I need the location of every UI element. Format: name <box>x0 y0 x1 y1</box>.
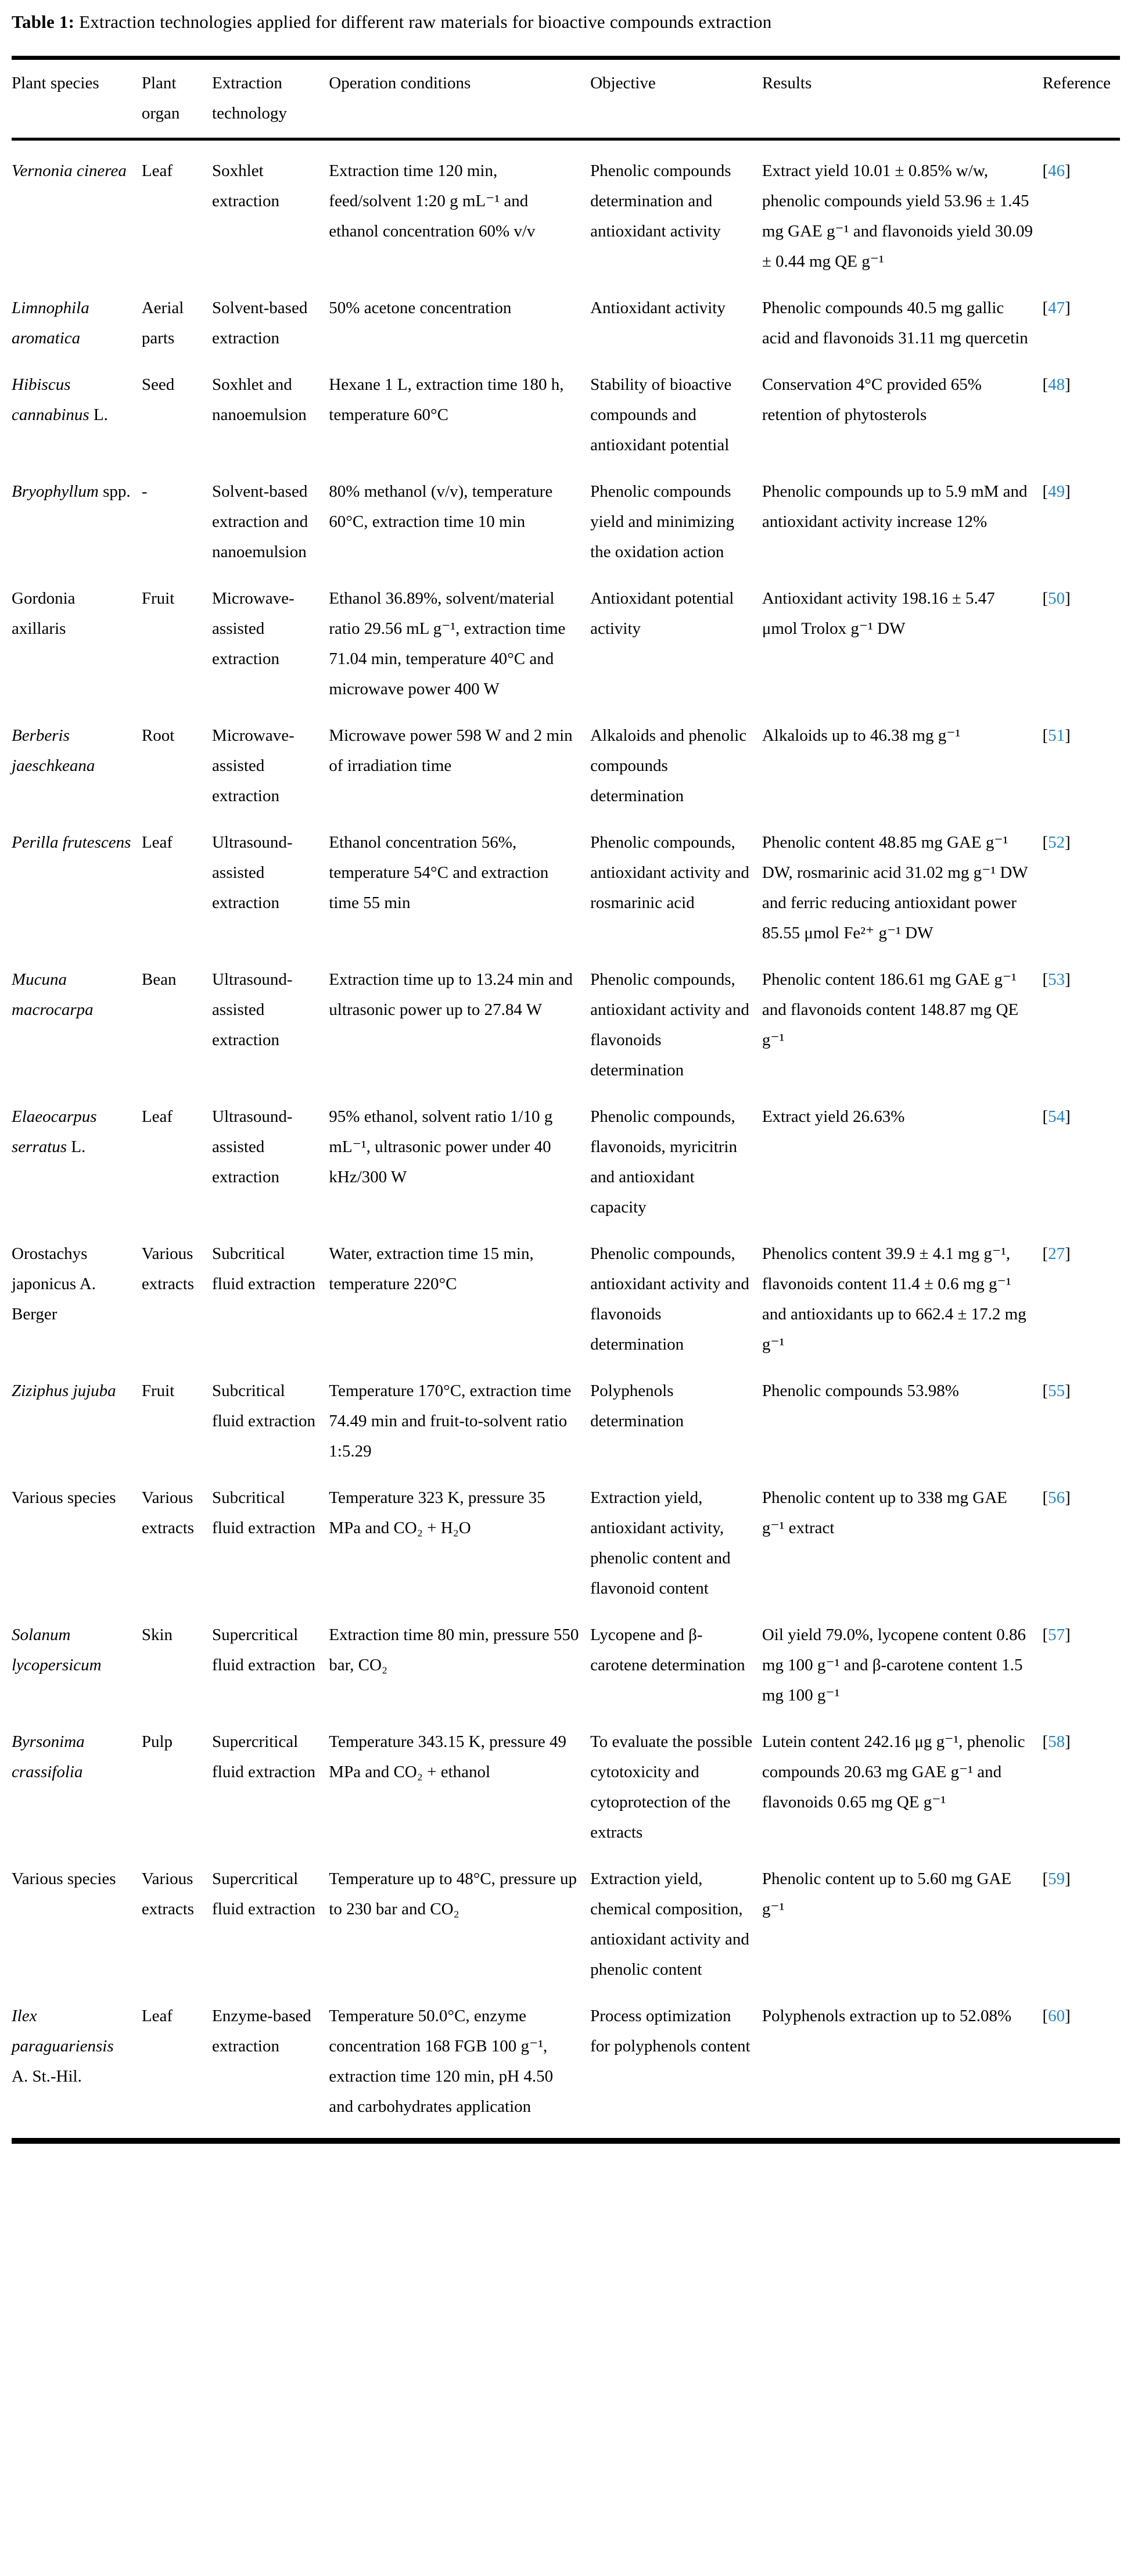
ref-bracket-close: ] <box>1065 162 1071 180</box>
ref-bracket-close: ] <box>1065 1732 1071 1751</box>
cell-plant-organ: Fruit <box>141 589 175 608</box>
cell-reference <box>1042 964 1120 1102</box>
cell-operation-conditions: Ethanol concentration 56%, temperature 54°C and extraction time 55 min <box>329 833 549 912</box>
cell-objective: Polyphenols determination <box>590 1382 684 1430</box>
cell-extraction-technology: Subcritical fluid extraction <box>212 1488 315 1537</box>
cell-operation-conditions: 80% methanol (v/v), temperature 60°C, extraction time 10 min <box>329 482 553 531</box>
cell-extraction-technology: Enzyme-based extraction <box>212 2007 311 2055</box>
reference-citation-link[interactable]: 55 <box>1048 1382 1065 1400</box>
reference-citation-link[interactable]: 50 <box>1048 589 1065 608</box>
cell-operation-conditions: 95% ethanol, solvent ratio 1/10 g mL⁻¹, ultrasonic power under 40 kHz/300 W <box>329 1107 553 1186</box>
cell-results: Extract yield 10.01 ± 0.85% w/w, phenolic compounds yield 53.96 ± 1.45 mg GAE g⁻¹ and flavonoids yield 30.09 ± 0.44 mg QE g⁻¹ <box>762 162 1033 271</box>
cell-reference <box>1042 720 1120 827</box>
cell-results: Conservation 4°C provided 65% retention of phytosterols <box>762 375 982 424</box>
cell-reference <box>1042 1727 1120 1864</box>
cell-plant-organ: - <box>141 482 148 501</box>
species-name-roman: L. <box>93 406 108 424</box>
species-name-italic: Vernonia cinerea <box>12 162 127 180</box>
cell-operation-conditions: Hexane 1 L, extraction time 180 h, temperature 60°C <box>329 375 564 424</box>
cell-objective: To evaluate the possible cytotoxicity and cytoprotection of the extracts <box>590 1732 753 1842</box>
table-row <box>12 369 1120 476</box>
ref-bracket-open: [ <box>1042 1382 1049 1400</box>
cell-objective: Phenolic compounds, antioxidant activity and flavonoids determination <box>590 1244 749 1354</box>
column-header-extraction-technology: Extraction technology <box>212 74 287 123</box>
cell-extraction-technology: Subcritical fluid extraction <box>212 1244 315 1293</box>
cell-objective: Extraction yield, antioxidant activity, phenolic content and flavonoid content <box>590 1488 731 1598</box>
cell-objective: Extraction yield, chemical composition, antioxidant activity and phenolic content <box>590 1870 749 1979</box>
cell-reference <box>1042 369 1120 476</box>
reference-citation-link[interactable]: 53 <box>1048 970 1065 989</box>
table-row <box>12 1864 1120 2001</box>
cell-objective: Phenolic compounds determination and antioxidant activity <box>590 162 731 241</box>
reference-citation-link[interactable]: 49 <box>1048 482 1065 501</box>
cell-plant-organ: Leaf <box>141 2007 173 2025</box>
cell-results: Phenolic compounds 40.5 mg gallic acid and flavonoids 31.11 mg quercetin <box>762 299 1028 347</box>
table-body <box>12 139 1120 2141</box>
cell-operation-conditions: 50% acetone concentration <box>329 299 512 317</box>
reference-citation-link[interactable]: 47 <box>1048 299 1065 317</box>
ref-bracket-open: [ <box>1042 1107 1049 1126</box>
cell-objective: Lycopene and β-carotene determination <box>590 1626 745 1674</box>
cell-reference <box>1042 827 1120 964</box>
cell-plant-organ: Skin <box>141 1626 173 1644</box>
cell-plant-organ: Pulp <box>141 1732 173 1751</box>
column-header-operation-conditions: Operation conditions <box>329 74 471 92</box>
cell-extraction-technology: Supercritical fluid extraction <box>212 1732 315 1781</box>
cell-objective: Phenolic compounds, antioxidant activity and rosmarinic acid <box>590 833 749 912</box>
column-header-results: Results <box>762 74 812 92</box>
reference-citation-link[interactable]: 46 <box>1048 162 1065 180</box>
species-name-italic: Ziziphus jujuba <box>12 1382 116 1400</box>
cell-plant-species <box>12 2001 142 2141</box>
ref-bracket-close: ] <box>1065 1382 1071 1400</box>
cell-plant-organ: Leaf <box>141 1107 173 1126</box>
reference-citation-link[interactable]: 54 <box>1048 1107 1065 1126</box>
cell-operation-conditions: Temperature 323 K, pressure 35 MPa and CO₂ + H₂O <box>329 1488 545 1537</box>
column-header-plant-organ: Plant organ <box>141 74 180 123</box>
ref-bracket-close: ] <box>1065 1244 1071 1263</box>
ref-bracket-open: [ <box>1042 1732 1049 1751</box>
ref-bracket-close: ] <box>1065 1626 1071 1644</box>
ref-bracket-close: ] <box>1065 726 1071 745</box>
cell-plant-organ: Various extracts <box>141 1870 195 1918</box>
cell-plant-species <box>12 1239 142 1376</box>
cell-reference <box>1042 1239 1120 1376</box>
table-row <box>12 139 1120 293</box>
table-row <box>12 583 1120 720</box>
cell-operation-conditions: Extraction time 80 min, pressure 550 bar, CO₂ <box>329 1626 579 1674</box>
table-row <box>12 964 1120 1102</box>
species-name-roman: Various species <box>12 1870 116 1888</box>
cell-reference <box>1042 1376 1120 1483</box>
column-header-reference: Reference <box>1042 74 1111 92</box>
cell-operation-conditions: Temperature 343.15 K, pressure 49 MPa and CO₂ + ethanol <box>329 1732 566 1781</box>
species-name-italic: Solanum lycopersicum <box>12 1626 102 1674</box>
cell-objective: Phenolic compounds yield and minimizing the oxidation action <box>590 482 735 561</box>
cell-results: Phenolic content up to 338 mg GAE g⁻¹ extract <box>762 1488 1007 1537</box>
species-name-roman: spp. <box>103 482 131 501</box>
species-name-roman: A. St.-Hil. <box>12 2067 82 2086</box>
species-name-italic: Ilex paraguariensis <box>12 2007 114 2055</box>
table-caption <box>0 6 1131 56</box>
cell-plant-species <box>12 1102 142 1239</box>
ref-bracket-open: [ <box>1042 589 1049 608</box>
table-row <box>12 1727 1120 1864</box>
cell-reference <box>1042 476 1120 583</box>
cell-plant-species <box>12 1376 142 1483</box>
cell-plant-species <box>12 1483 142 1620</box>
cell-results: Phenolic content up to 5.60 mg GAE g⁻¹ <box>762 1870 1012 1918</box>
table-caption-label: Table 1: <box>12 12 75 32</box>
cell-results: Polyphenols extraction up to 52.08% <box>762 2007 1012 2025</box>
ref-bracket-close: ] <box>1065 1107 1071 1126</box>
ref-bracket-close: ] <box>1065 589 1071 608</box>
species-name-italic: Perilla frutescens <box>12 833 131 852</box>
cell-plant-species <box>12 1620 142 1727</box>
cell-plant-species <box>12 720 142 827</box>
ref-bracket-open: [ <box>1042 970 1049 989</box>
cell-extraction-technology: Microwave-assisted extraction <box>212 589 295 668</box>
species-name-italic: Byrsonima crassifolia <box>12 1732 85 1781</box>
ref-bracket-open: [ <box>1042 299 1049 317</box>
ref-bracket-open: [ <box>1042 1626 1049 1644</box>
cell-plant-species <box>12 139 142 293</box>
species-name-roman: Various species <box>12 1488 116 1507</box>
reference-citation-link[interactable]: 58 <box>1048 1732 1065 1751</box>
ref-bracket-close: ] <box>1065 2007 1071 2025</box>
cell-reference <box>1042 1620 1120 1727</box>
table-row <box>12 827 1120 964</box>
table-row <box>12 1483 1120 1620</box>
ref-bracket-open: [ <box>1042 2007 1049 2025</box>
table-caption-text: Extraction technologies applied for different raw materials for bioactive compounds extraction <box>79 12 772 32</box>
cell-results: Oil yield 79.0%, lycopene content 0.86 mg 100 g⁻¹ and β-carotene content 1.5 mg 100 g⁻¹ <box>762 1626 1026 1705</box>
cell-results: Phenolic compounds up to 5.9 mM and antioxidant activity increase 12% <box>762 482 1028 531</box>
cell-extraction-technology: Ultrasound-assisted extraction <box>212 1107 293 1186</box>
species-name-italic: Elaeocarpus serratus <box>12 1107 97 1156</box>
cell-reference <box>1042 139 1120 293</box>
table-row <box>12 2001 1120 2141</box>
table-row <box>12 720 1120 827</box>
table-row <box>12 1239 1120 1376</box>
table-row <box>12 1376 1120 1483</box>
table-row <box>12 1620 1120 1727</box>
ref-bracket-close: ] <box>1065 970 1071 989</box>
cell-extraction-technology: Solvent-based extraction <box>212 299 308 347</box>
ref-bracket-close: ] <box>1065 833 1071 852</box>
ref-bracket-close: ] <box>1065 375 1071 394</box>
cell-plant-species <box>12 476 142 583</box>
extraction-technologies-table <box>12 56 1120 2144</box>
cell-extraction-technology: Ultrasound-assisted extraction <box>212 833 293 912</box>
species-name-italic: Bryophyllum <box>12 482 99 501</box>
cell-reference <box>1042 583 1120 720</box>
cell-plant-organ: Aerial parts <box>141 299 184 347</box>
table-header-row <box>12 58 1120 139</box>
cell-objective: Phenolic compounds, antioxidant activity and flavonoids determination <box>590 970 749 1079</box>
cell-operation-conditions: Ethanol 36.89%, solvent/material ratio 29.56 mL g⁻¹, extraction time 71.04 min, temperature 40°C and microwave power 400 W <box>329 589 566 698</box>
cell-operation-conditions: Temperature 50.0°C, enzyme concentration 168 FGB 100 g⁻¹, extraction time 120 min, pH 4.50 and carbohydrates application <box>329 2007 554 2116</box>
reference-citation-link[interactable]: 60 <box>1048 2007 1065 2025</box>
cell-objective: Antioxidant activity <box>590 299 726 317</box>
cell-objective: Alkaloids and phenolic compounds determination <box>590 726 747 805</box>
cell-results: Phenolics content 39.9 ± 4.1 mg g⁻¹, flavonoids content 11.4 ± 0.6 mg g⁻¹ and antioxidants up to 662.4 ± 17.2 mg g⁻¹ <box>762 1244 1026 1354</box>
cell-plant-organ: Root <box>141 726 175 745</box>
cell-plant-species <box>12 1864 142 2001</box>
cell-objective: Process optimization for polyphenols content <box>590 2007 751 2055</box>
cell-results: Phenolic compounds 53.98% <box>762 1382 959 1400</box>
species-name-italic: Hibiscus cannabinus <box>12 375 89 424</box>
cell-reference <box>1042 2001 1120 2141</box>
species-name-roman: L. <box>71 1138 86 1156</box>
cell-plant-organ: Bean <box>141 970 177 989</box>
cell-plant-species <box>12 1727 142 1864</box>
cell-plant-species <box>12 293 142 369</box>
cell-extraction-technology: Ultrasound-assisted extraction <box>212 970 293 1049</box>
cell-operation-conditions: Extraction time 120 min, feed/solvent 1:20 g mL⁻¹ and ethanol concentration 60% v/v <box>329 162 536 241</box>
reference-citation-link[interactable]: 59 <box>1048 1870 1065 1888</box>
cell-plant-organ: Seed <box>141 375 175 394</box>
cell-results: Antioxidant activity 198.16 ± 5.47 μmol Trolox g⁻¹ DW <box>762 589 995 638</box>
table-row <box>12 476 1120 583</box>
cell-extraction-technology: Soxhlet extraction <box>212 162 279 210</box>
table-header <box>12 58 1120 139</box>
reference-citation-link[interactable]: 56 <box>1048 1488 1065 1507</box>
cell-plant-species <box>12 369 142 476</box>
cell-extraction-technology: Supercritical fluid extraction <box>212 1870 315 1918</box>
cell-objective: Stability of bioactive compounds and antioxidant potential <box>590 375 732 454</box>
reference-citation-link[interactable]: 48 <box>1048 375 1065 394</box>
cell-plant-organ: Leaf <box>141 833 173 852</box>
species-name-italic: Berberis jaeschkeana <box>12 726 95 775</box>
ref-bracket-open: [ <box>1042 375 1049 394</box>
reference-citation-link[interactable]: 51 <box>1048 726 1065 745</box>
cell-operation-conditions: Temperature up to 48°C, pressure up to 230 bar and CO₂ <box>329 1870 577 1918</box>
cell-results: Phenolic content 48.85 mg GAE g⁻¹ DW, rosmarinic acid 31.02 mg g⁻¹ DW and ferric reducing antioxidant power 85.55 μmol Fe²⁺ g⁻¹ DW <box>762 833 1028 942</box>
cell-results: Lutein content 242.16 μg g⁻¹, phenolic compounds 20.63 mg GAE g⁻¹ and flavonoids 0.65 mg QE g⁻¹ <box>762 1732 1025 1811</box>
cell-plant-organ: Various extracts <box>141 1244 195 1293</box>
cell-plant-organ: Various extracts <box>141 1488 195 1537</box>
cell-objective: Antioxidant potential activity <box>590 589 734 638</box>
species-name-italic: Limnophila aromatica <box>12 299 89 347</box>
ref-bracket-open: [ <box>1042 482 1049 501</box>
ref-bracket-open: [ <box>1042 833 1049 852</box>
cell-results: Extract yield 26.63% <box>762 1107 905 1126</box>
cell-reference <box>1042 1864 1120 2001</box>
cell-extraction-technology: Subcritical fluid extraction <box>212 1382 315 1430</box>
cell-plant-organ: Fruit <box>141 1382 175 1400</box>
cell-results: Alkaloids up to 46.38 mg g⁻¹ <box>762 726 961 745</box>
cell-extraction-technology: Microwave-assisted extraction <box>212 726 295 805</box>
column-header-plant-species: Plant species <box>12 74 99 92</box>
ref-bracket-open: [ <box>1042 1488 1049 1507</box>
species-name-roman: Gordonia axillaris <box>12 589 76 638</box>
table-row <box>12 293 1120 369</box>
species-name-roman: Orostachys japonicus A. Berger <box>12 1244 96 1323</box>
table-row <box>12 1102 1120 1239</box>
species-name-italic: Mucuna macrocarpa <box>12 970 94 1019</box>
cell-extraction-technology: Supercritical fluid extraction <box>212 1626 315 1674</box>
cell-plant-species <box>12 964 142 1102</box>
column-header-objective: Objective <box>590 74 656 92</box>
cell-operation-conditions: Temperature 170°C, extraction time 74.49 min and fruit-to-solvent ratio 1:5.29 <box>329 1382 572 1461</box>
cell-operation-conditions: Microwave power 598 W and 2 min of irradiation time <box>329 726 573 775</box>
ref-bracket-open: [ <box>1042 726 1049 745</box>
reference-citation-link[interactable]: 57 <box>1048 1626 1065 1644</box>
ref-bracket-open: [ <box>1042 162 1049 180</box>
cell-reference <box>1042 1102 1120 1239</box>
cell-reference <box>1042 293 1120 369</box>
ref-bracket-open: [ <box>1042 1244 1049 1263</box>
cell-operation-conditions: Water, extraction time 15 min, temperature 220°C <box>329 1244 534 1293</box>
cell-objective: Phenolic compounds, flavonoids, myricitrin and antioxidant capacity <box>590 1107 737 1217</box>
ref-bracket-close: ] <box>1065 299 1071 317</box>
cell-operation-conditions: Extraction time up to 13.24 min and ultrasonic power up to 27.84 W <box>329 970 573 1019</box>
cell-extraction-technology: Solvent-based extraction and nanoemulsion <box>212 482 308 561</box>
cell-plant-species <box>12 827 142 964</box>
reference-citation-link[interactable]: 27 <box>1048 1244 1065 1263</box>
ref-bracket-open: [ <box>1042 1870 1049 1888</box>
cell-plant-organ: Leaf <box>141 162 173 180</box>
ref-bracket-close: ] <box>1065 482 1071 501</box>
ref-bracket-close: ] <box>1065 1488 1071 1507</box>
cell-plant-species <box>12 583 142 720</box>
ref-bracket-close: ] <box>1065 1870 1071 1888</box>
cell-results: Phenolic content 186.61 mg GAE g⁻¹ and flavonoids content 148.87 mg QE g⁻¹ <box>762 970 1019 1049</box>
reference-citation-link[interactable]: 52 <box>1048 833 1065 852</box>
cell-reference <box>1042 1483 1120 1620</box>
cell-extraction-technology: Soxhlet and nanoemulsion <box>212 375 307 424</box>
